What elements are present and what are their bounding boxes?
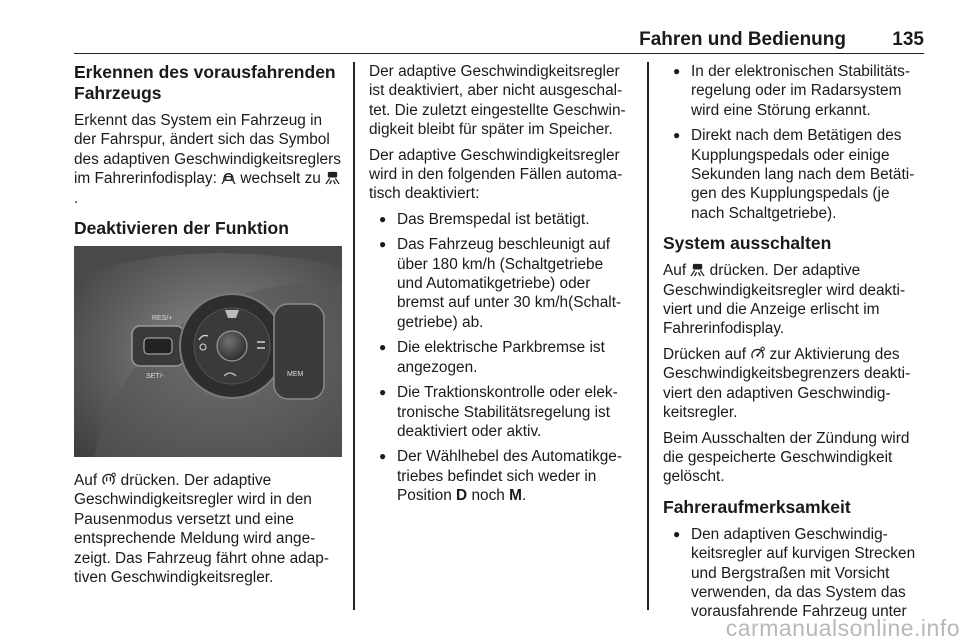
column-1 xyxy=(74,62,342,593)
heading-system-off: System ausschalten xyxy=(663,233,832,254)
deactivation-list-continued xyxy=(663,62,925,223)
list-item: ● Die Traktionskontrolle oder elektronische Stabilitätsregelung ist deaktiviert oder aktiv. xyxy=(379,383,633,441)
heading-attention: Fahreraufmerksamkeit xyxy=(663,496,851,517)
acc-vehicle-icon xyxy=(221,170,236,185)
list-item: ● Das Bremspedal ist betätigt. xyxy=(379,210,633,229)
column-divider xyxy=(353,62,355,610)
paragraph-deactivated: Der adaptive Geschwindigkeitsregler ist deaktiviert, aber nicht ausgeschaltet. Die zuletzt eingestellte Geschwindigkeit bleibt für später im Speicher. xyxy=(369,63,626,139)
paragraph-off-3: Beim Ausschalten der Zündung wird die gespeicherte Geschwindigkeit gelöscht. xyxy=(663,429,910,486)
column-divider xyxy=(647,62,649,610)
list-item: ● Das Fahrzeug beschleunigt auf über 180 km/h (Schaltgetriebe und Automatikgetriebe) oder bremst auf unter 30 km/h(Schaltgetriebe) ab. xyxy=(379,235,633,332)
steering-wheel-photo xyxy=(74,246,342,457)
set-label: SET/- xyxy=(146,373,164,381)
paragraph-auto-deactivate: Der adaptive Geschwindigkeitsregler wird in den folgenden Fällen automatisch deaktiviert: xyxy=(369,146,623,203)
list-item: ● Der Wählhebel des Automatikgetriebes befindet sich weder in Position D noch M. xyxy=(379,447,633,505)
heading-deactivate: Deaktivieren der Funktion xyxy=(74,218,289,239)
speed-limiter-icon xyxy=(750,346,765,361)
column-3 xyxy=(663,62,925,628)
watermark: carmanualsonline.info xyxy=(725,615,960,641)
paragraph-off-2: Drücken auf zur Aktivierung des Geschwindigkeitsbegrenzers deaktiviert den adaptiven Geschwindigkeitsregler. xyxy=(663,345,911,422)
list-item: ● Die elektrische Parkbremse ist angezogen. xyxy=(379,338,633,377)
list-item: ● Den adaptiven Geschwindigkeitsregler auf kurvigen Strecken und Bergstraßen mit Vorsicht verwenden, da das System das vorausfahrende Fahrzeug unter xyxy=(673,525,925,622)
page-number: 135 xyxy=(892,29,924,50)
header-title: Fahren und Bedienung xyxy=(639,29,846,50)
cruise-pause-icon xyxy=(101,472,116,487)
list-item: ● In der elektronischen Stabilitätsregelung oder im Radarsystem wird eine Störung erkannt. xyxy=(673,62,925,120)
acc-vehicle-detected-icon xyxy=(690,262,705,277)
paragraph-off-1: Auf drücken. Der adaptive Geschwindigkeitsregler wird deaktiviert und die Anzeige erlischt im Fahrerinfodisplay. xyxy=(663,262,906,338)
list-item: ● Direkt nach dem Betätigen des Kupplungspedals oder einige Sekunden lang nach dem Betätigen des Kupplungspedals (je nach Schaltgetriebe). xyxy=(673,126,925,223)
attention-list xyxy=(663,525,925,622)
res-label: RES/+ xyxy=(152,315,173,323)
acc-vehicle-detected-icon xyxy=(325,170,340,185)
paragraph-detect: Erkennt das System ein Fahrzeug in der Fahrspur, ändert sich das Symbol des adaptiven Geschwindigkeitsreglers im Fahrerinfodisplay: wechselt zu . xyxy=(74,112,341,207)
page-header xyxy=(74,20,924,54)
mem-label: MEM xyxy=(287,371,304,379)
heading-detect: Erkennen des vorausfahrenden Fahrzeugs xyxy=(74,62,336,103)
deactivation-list xyxy=(369,210,633,506)
column-2 xyxy=(369,62,633,512)
paragraph-press-pause: Auf drücken. Der adaptive Geschwindigkeitsregler wird in den Pausenmodus versetzt und eine entsprechende Meldung wird angezeigt. Das Fahrzeug fährt ohne adaptiven Geschwindigkeitsregler. xyxy=(74,472,329,587)
